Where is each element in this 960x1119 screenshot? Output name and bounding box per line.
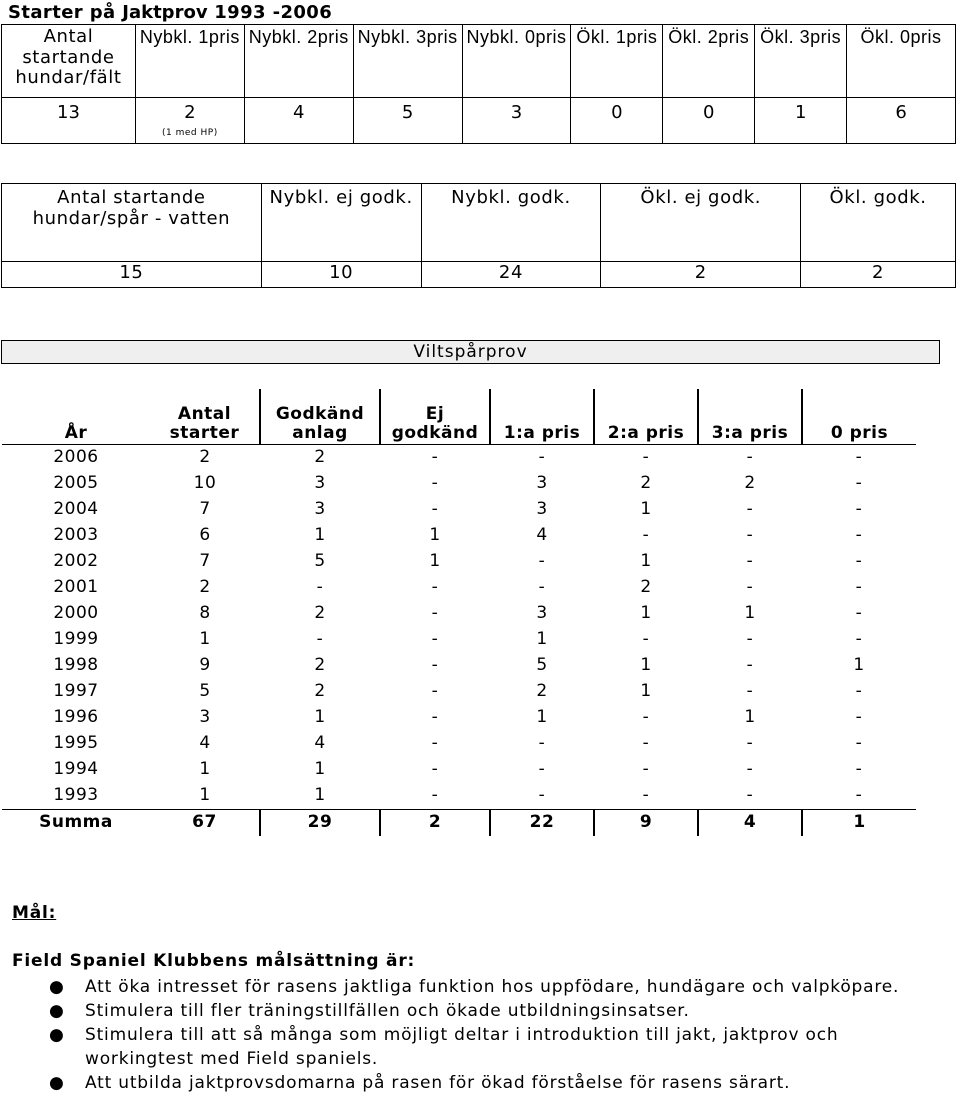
table-row bbox=[2, 653, 916, 679]
list-item-text: Att öka intresset för rasens jaktliga funktion hos uppfödare, hundägare och valpköpare. bbox=[85, 977, 900, 997]
table-cell: - bbox=[431, 655, 439, 676]
table-row bbox=[2, 575, 916, 601]
table-cell: - bbox=[855, 785, 863, 806]
table-cell: - bbox=[855, 499, 863, 520]
table-cell: 2002 bbox=[53, 551, 99, 572]
table-cell: - bbox=[746, 733, 754, 754]
table-cell: 1995 bbox=[53, 733, 99, 754]
viltspar-table bbox=[2, 389, 916, 836]
viltspar-title: Viltspårprov bbox=[1, 340, 940, 364]
table-cell: - bbox=[855, 681, 863, 702]
table-cell: 1997 bbox=[53, 681, 99, 702]
table-cell: 2 bbox=[199, 577, 211, 598]
table-row bbox=[2, 679, 916, 705]
header-cell: Nybkl. 0pris bbox=[462, 25, 571, 98]
table-cell: 1 bbox=[199, 759, 211, 780]
table-cell: - bbox=[642, 629, 650, 650]
table-cell: 5 bbox=[314, 551, 326, 572]
table-cell: 2 bbox=[640, 577, 652, 598]
title-prefix: Starter på bbox=[8, 2, 116, 23]
table-cell: 9 bbox=[199, 655, 211, 676]
table-cell: - bbox=[538, 733, 546, 754]
header-cell: Nybkl. godk. bbox=[421, 184, 601, 262]
table-cell: - bbox=[538, 759, 546, 780]
value-cell: 2 bbox=[801, 262, 956, 288]
header-cell: Ökl. 0pris bbox=[847, 25, 956, 98]
table-cell: 1 bbox=[536, 707, 548, 728]
table-cell: - bbox=[431, 603, 439, 624]
table-row bbox=[2, 262, 956, 288]
table-cell: 1 bbox=[536, 629, 548, 650]
table-cell: 2001 bbox=[53, 577, 99, 598]
goals-intro: Field Spaniel Klubbens målsättning är: bbox=[12, 951, 416, 971]
header-cell: Ökl. godk. bbox=[801, 184, 956, 262]
header-cell: Ökl. 1pris bbox=[571, 25, 663, 98]
list-item-text: Stimulera till fler träningstillfällen och ökade utbildningsinsatser. bbox=[85, 1001, 690, 1021]
table-cell: 2004 bbox=[53, 499, 99, 520]
value-cell: 10 bbox=[261, 262, 421, 288]
table-row bbox=[2, 627, 916, 653]
table-cell: 2003 bbox=[53, 525, 99, 546]
jaktprov-table bbox=[1, 24, 956, 144]
table-cell: 1 bbox=[314, 759, 326, 780]
header-cell: Antal startande hundar/spår - vatten bbox=[2, 184, 262, 262]
table-cell: - bbox=[746, 681, 754, 702]
table-cell: - bbox=[642, 785, 650, 806]
table-cell: 1998 bbox=[53, 655, 99, 676]
header-cell: Nybkl. 2pris bbox=[244, 25, 353, 98]
table-row bbox=[2, 705, 916, 731]
vattenprov-table bbox=[1, 183, 956, 288]
table-cell: - bbox=[746, 759, 754, 780]
table-row bbox=[2, 523, 916, 549]
table-cell: - bbox=[855, 707, 863, 728]
value-cell: 1 bbox=[755, 98, 847, 144]
table-cell: 1 bbox=[744, 603, 756, 624]
table-cell: 3 bbox=[199, 707, 211, 728]
table-cell: - bbox=[746, 655, 754, 676]
table-cell: - bbox=[431, 473, 439, 494]
sum-cell: 67 bbox=[150, 810, 260, 837]
table-cell: - bbox=[746, 499, 754, 520]
table-cell: - bbox=[431, 629, 439, 650]
table-cell: - bbox=[316, 577, 324, 598]
header-cell: Nybkl. ej godk. bbox=[261, 184, 421, 262]
value-cell: 15 bbox=[2, 262, 262, 288]
goals-heading: Mål: bbox=[12, 903, 57, 923]
table-cell: 4 bbox=[536, 525, 548, 546]
table-cell: 1 bbox=[429, 525, 441, 546]
table-cell: - bbox=[855, 603, 863, 624]
sum-cell: 22 bbox=[490, 810, 594, 837]
table-cell: - bbox=[431, 447, 439, 468]
sum-cell: 2 bbox=[380, 810, 490, 837]
table-cell: 1 bbox=[640, 499, 652, 520]
bullet-dot-icon: ● bbox=[49, 1001, 65, 1021]
table-cell: - bbox=[538, 551, 546, 572]
table-cell: - bbox=[538, 447, 546, 468]
value-cell: 0 bbox=[663, 98, 755, 144]
table-cell: - bbox=[642, 707, 650, 728]
table-cell: - bbox=[431, 759, 439, 780]
header-cell: Ökl. 2pris bbox=[663, 25, 755, 98]
header-cell: Ökl. ej godk. bbox=[601, 184, 801, 262]
table-cell: 4 bbox=[199, 733, 211, 754]
header-cell: Ej godkänd bbox=[380, 389, 490, 445]
table-cell: 1999 bbox=[53, 629, 99, 650]
table-cell: 6 bbox=[199, 525, 211, 546]
header-cell: 2:a pris bbox=[594, 389, 698, 445]
table-cell: 2 bbox=[199, 447, 211, 468]
header-cell: Antal startande hundar/fält bbox=[2, 25, 136, 98]
header-cell: Nybkl. 1pris bbox=[135, 25, 244, 98]
value-cell: 3 bbox=[462, 98, 571, 144]
table-cell: - bbox=[855, 759, 863, 780]
value-text: 2 bbox=[184, 102, 196, 123]
table-cell: - bbox=[431, 499, 439, 520]
table-cell: - bbox=[431, 785, 439, 806]
table-cell: - bbox=[642, 733, 650, 754]
table-header-row bbox=[2, 25, 956, 98]
goals-list bbox=[49, 975, 945, 1095]
table-cell: - bbox=[855, 551, 863, 572]
table-row bbox=[2, 497, 916, 523]
table-cell: - bbox=[642, 759, 650, 780]
header-cell: Nybkl. 3pris bbox=[353, 25, 462, 98]
table-cell: 3 bbox=[536, 499, 548, 520]
table-cell: - bbox=[538, 577, 546, 598]
table-cell: 1 bbox=[853, 655, 865, 676]
value-cell: 5 bbox=[353, 98, 462, 144]
value-cell: 0 bbox=[571, 98, 663, 144]
table-cell: 2000 bbox=[53, 603, 99, 624]
list-item bbox=[49, 1023, 945, 1071]
table-cell: 8 bbox=[199, 603, 211, 624]
table-cell: - bbox=[855, 525, 863, 546]
table-header-row bbox=[2, 184, 956, 262]
table-cell: 4 bbox=[314, 733, 326, 754]
title-suffix: 1993 -2006 bbox=[214, 2, 333, 23]
value-cell bbox=[135, 98, 244, 144]
table-cell: 5 bbox=[536, 655, 548, 676]
sum-cell: 29 bbox=[260, 810, 380, 837]
table-row bbox=[2, 757, 916, 783]
table-cell: 2 bbox=[314, 681, 326, 702]
table-cell: - bbox=[746, 629, 754, 650]
list-item-text: Stimulera till att så många som möjligt deltar i introduktion till jakt, jaktprov och workingtest med Field spaniels. bbox=[85, 1025, 839, 1069]
table-cell: 2 bbox=[536, 681, 548, 702]
header-cell: 3:a pris bbox=[698, 389, 802, 445]
list-item bbox=[49, 999, 945, 1023]
table-cell: 1 bbox=[640, 551, 652, 572]
jaktprov-title bbox=[8, 2, 332, 23]
bullet-dot-icon: ● bbox=[49, 1073, 65, 1093]
table-cell: 2005 bbox=[53, 473, 99, 494]
table-cell: 1 bbox=[314, 785, 326, 806]
hp-note: (1 med HP) bbox=[162, 127, 218, 138]
table-cell: 3 bbox=[314, 473, 326, 494]
title-mid: Jaktprov bbox=[122, 2, 208, 23]
table-cell: 1996 bbox=[53, 707, 99, 728]
table-row bbox=[2, 783, 916, 810]
table-cell: 3 bbox=[536, 603, 548, 624]
table-cell: 2 bbox=[314, 655, 326, 676]
table-cell: - bbox=[855, 473, 863, 494]
table-cell: - bbox=[431, 577, 439, 598]
table-cell: - bbox=[642, 447, 650, 468]
table-cell: 1 bbox=[199, 785, 211, 806]
sum-row bbox=[2, 810, 916, 837]
header-cell: 1:a pris bbox=[490, 389, 594, 445]
table-row bbox=[2, 601, 916, 627]
list-item-text: Att utbilda jaktprovsdomarna på rasen för ökad förståelse för rasens särart. bbox=[85, 1073, 791, 1093]
table-row bbox=[2, 731, 916, 757]
bullet-dot-icon: ● bbox=[49, 977, 65, 997]
table-cell: 3 bbox=[536, 473, 548, 494]
table-cell: - bbox=[431, 733, 439, 754]
table-cell: 1 bbox=[314, 707, 326, 728]
sum-cell: Summa bbox=[2, 810, 150, 837]
value-cell: 6 bbox=[847, 98, 956, 144]
table-row bbox=[2, 471, 916, 497]
header-cell: 0 pris bbox=[802, 389, 916, 445]
table-cell: 7 bbox=[199, 551, 211, 572]
table-cell: 1 bbox=[199, 629, 211, 650]
table-cell: - bbox=[855, 577, 863, 598]
table-row bbox=[2, 98, 956, 144]
table-cell: 1 bbox=[744, 707, 756, 728]
sum-cell: 9 bbox=[594, 810, 698, 837]
table-cell: - bbox=[746, 577, 754, 598]
sum-cell: 1 bbox=[802, 810, 916, 837]
table-cell: - bbox=[431, 681, 439, 702]
table-cell: 1 bbox=[429, 551, 441, 572]
table-cell: 10 bbox=[193, 473, 217, 494]
table-cell: 2 bbox=[314, 447, 326, 468]
value-cell: 4 bbox=[244, 98, 353, 144]
header-cell: Ökl. 3pris bbox=[755, 25, 847, 98]
table-cell: 1 bbox=[640, 603, 652, 624]
table-cell: - bbox=[746, 525, 754, 546]
table-cell: - bbox=[746, 551, 754, 572]
table-cell: 1 bbox=[640, 655, 652, 676]
table-cell: - bbox=[746, 447, 754, 468]
table-cell: 2 bbox=[640, 473, 652, 494]
table-cell: 7 bbox=[199, 499, 211, 520]
table-cell: 2 bbox=[314, 603, 326, 624]
table-cell: - bbox=[642, 525, 650, 546]
value-cell: 13 bbox=[2, 98, 136, 144]
header-cell: År bbox=[2, 389, 150, 445]
table-cell: - bbox=[746, 785, 754, 806]
header-cell: Antal starter bbox=[150, 389, 260, 445]
table-cell: - bbox=[431, 707, 439, 728]
bullet-dot-icon: ● bbox=[49, 1025, 65, 1045]
table-header-row bbox=[2, 389, 916, 445]
value-cell: 24 bbox=[421, 262, 601, 288]
table-cell: - bbox=[855, 447, 863, 468]
sum-cell: 4 bbox=[698, 810, 802, 837]
list-item bbox=[49, 1071, 945, 1095]
viltspar-body bbox=[2, 445, 916, 810]
table-cell: 5 bbox=[199, 681, 211, 702]
table-cell: - bbox=[855, 629, 863, 650]
table-cell: - bbox=[316, 629, 324, 650]
table-cell: - bbox=[538, 785, 546, 806]
table-cell: 1993 bbox=[53, 785, 99, 806]
value-cell: 2 bbox=[601, 262, 801, 288]
list-item bbox=[49, 975, 945, 999]
header-cell: Godkänd anlag bbox=[260, 389, 380, 445]
table-cell: 1994 bbox=[53, 759, 99, 780]
table-cell: 1 bbox=[640, 681, 652, 702]
table-cell: 2 bbox=[744, 473, 756, 494]
table-cell: - bbox=[855, 733, 863, 754]
table-row bbox=[2, 445, 916, 472]
table-cell: 2006 bbox=[53, 447, 99, 468]
table-cell: 3 bbox=[314, 499, 326, 520]
table-cell: 1 bbox=[314, 525, 326, 546]
table-row bbox=[2, 549, 916, 575]
